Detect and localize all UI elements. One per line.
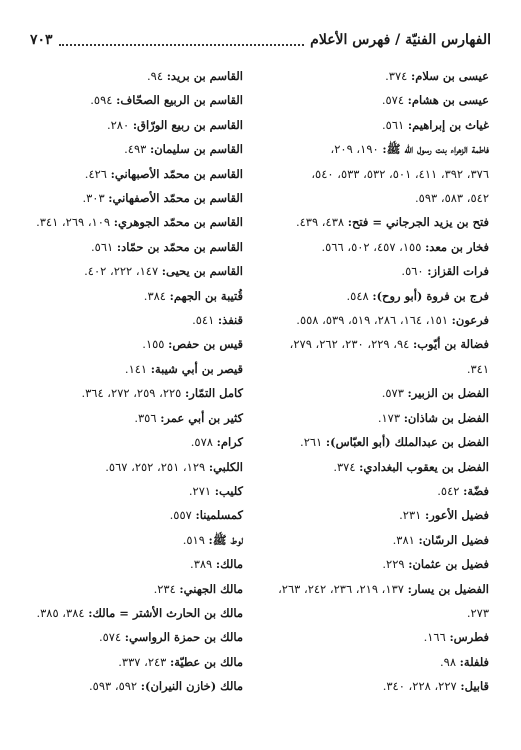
entry-pages: ٤٩٣. — [124, 142, 150, 157]
entry-name: فطرس: — [449, 630, 489, 645]
entry-pages: ٢٢٧، ٢٢٨، ٣٤٠. — [382, 679, 461, 694]
index-column-right — [259, 64, 489, 699]
index-entry — [259, 235, 489, 259]
index-entry — [259, 381, 489, 405]
index-entry — [259, 113, 489, 137]
entry-name: قيصر بن أبي شيبة: — [150, 361, 243, 376]
index-entry — [13, 503, 243, 527]
index-entry — [13, 88, 243, 112]
index-entry — [13, 332, 243, 356]
entry-name: مالك: — [215, 557, 243, 572]
entry-pages: ٥٥٧. — [169, 508, 196, 523]
entry-pages: ٣٥٦. — [134, 410, 161, 425]
index-entry — [13, 674, 243, 698]
index-entry — [259, 479, 489, 503]
entry-pages: ٢٧١. — [188, 483, 215, 498]
index-entry — [13, 381, 243, 405]
running-header — [30, 28, 491, 52]
entry-name: فضّة: — [463, 483, 489, 498]
entry-pages: ٢٢٥، ٢٥٩، ٢٧٢، ٣٦٤. — [81, 386, 186, 401]
entry-name: القاسم بن يحيى: — [161, 264, 243, 279]
entry-name: مالك (خازن النيران): — [140, 679, 243, 694]
entry-name: قيس بن حفص: — [168, 337, 243, 352]
entry-pages: ٣٧٦، ٣٩٢، ٤١١، ٥٠١، ٥٣٢، ٥٣٣، ٥٤٠، — [311, 166, 489, 181]
entry-pages: ١٠٩، ٢٦٩، ٣٤١. — [36, 215, 114, 230]
entry-name: قُتيبة بن الجهم: — [169, 288, 243, 303]
entry-pages: ٣٤١. — [466, 361, 489, 376]
entry-pages: ١٢٩، ٢٥١، ٢٥٢، ٥٦٧. — [105, 459, 209, 474]
entry-pages: ٣٠٣. — [82, 191, 109, 206]
entry-pages: ١٦٦. — [423, 630, 450, 645]
entry-name: كرام: — [216, 435, 243, 450]
entry-pages: ٩٤، ٢٢٩، ٢٣٠، ٢٦٢، ٢٧٩، — [289, 337, 413, 352]
index-entry — [13, 528, 243, 552]
index-entry — [259, 430, 489, 454]
index-entry — [13, 308, 243, 332]
entry-pages: ٢٤٣، ٣٣٧. — [118, 654, 170, 669]
entry-name: لوط ﷺ: — [208, 532, 243, 547]
index-entry — [259, 503, 489, 527]
index-entry — [259, 625, 489, 649]
index-entry — [13, 430, 243, 454]
index-entry — [259, 284, 489, 308]
entry-pages: ٤٢٦. — [84, 166, 111, 181]
index-entry — [259, 552, 489, 576]
entry-pages: ١٥٥، ٤٥٧، ٥٠٢، ٥٦٦. — [321, 239, 426, 254]
entry-pages: ٥٩٢، ٥٩٣. — [89, 679, 141, 694]
index-entry — [13, 210, 243, 234]
entry-pages: ٥٤٢. — [437, 483, 464, 498]
entry-name: فاطمة الزهراء بنت رسول الله ﷺ: — [382, 142, 489, 157]
entry-name: مالك بن عطيّة: — [170, 654, 243, 669]
header-title: الفهارس الفنيّة / فهرس الأعلام — [310, 32, 491, 48]
entry-name: القاسم بن محمّد الأصبهاني: — [110, 166, 243, 181]
index-entry — [13, 235, 243, 259]
entry-pages: ٥٧٣. — [381, 386, 408, 401]
entry-pages: ١٣٧، ٢١٩، ٢٣٦، ٢٤٢، ٢٦٣، — [278, 581, 408, 596]
entry-pages: ٥٦١. — [382, 117, 408, 132]
entry-name: فخار بن معد: — [425, 239, 489, 254]
entry-pages: ٥٤٨. — [346, 288, 373, 303]
index-entry — [259, 186, 489, 210]
header-dot-leader — [59, 34, 305, 46]
entry-pages: ٥٦١. — [91, 239, 117, 254]
index-entry — [259, 162, 489, 186]
entry-pages: ٥٩٤. — [90, 93, 117, 108]
index-entry — [259, 455, 489, 479]
entry-name: القاسم بن محمّد الجوهري: — [113, 215, 243, 230]
entry-name: الكلبي: — [208, 459, 243, 474]
index-entry — [13, 625, 243, 649]
entry-pages: ١٤٧، ٢٢٢، ٤٠٢. — [84, 264, 162, 279]
entry-name: غياث بن إبراهيم: — [407, 117, 489, 132]
index-entry — [13, 601, 243, 625]
entry-pages: ٤٣٨، ٤٣٩. — [295, 215, 348, 230]
entry-name: القاسم بن ربيع الورّاق: — [132, 117, 243, 132]
index-entry — [259, 332, 489, 356]
entry-pages: ٥١٩. — [182, 532, 209, 547]
entry-name: الفضل بن يعقوب البغدادي: — [359, 459, 489, 474]
entry-pages: ١٥١، ١٦٤، ٢٨٦، ٥١٩، ٥٣٩، ٥٥٨. — [296, 313, 452, 328]
index-entry — [259, 650, 489, 674]
page-number: ٧٠٣ — [30, 32, 53, 48]
entry-pages: ٣٨٩. — [190, 557, 216, 572]
index-entry — [259, 308, 489, 332]
index-entry — [13, 162, 243, 186]
index-entry — [259, 406, 489, 430]
entry-name: فضيل بن عثمان: — [408, 557, 489, 572]
entry-name: مالك بن الحارث الأشتر = مالك: — [88, 605, 243, 620]
entry-pages: ٥٦٠. — [401, 264, 428, 279]
index-entry — [259, 210, 489, 234]
entry-pages: ٩٨. — [439, 654, 460, 669]
entry-pages: ١٩٠، ٢٠٩، — [330, 142, 383, 157]
entry-pages: ٢٣١. — [399, 508, 425, 523]
entry-name: عيسى بن هشام: — [407, 93, 489, 108]
entry-pages: ٢٨٠. — [106, 117, 133, 132]
entry-pages: ٥٧٤. — [98, 630, 125, 645]
entry-pages: ٣٧٤. — [333, 459, 360, 474]
entry-name: مالك بن حمزة الرواسي: — [124, 630, 243, 645]
index-entry — [13, 577, 243, 601]
entry-pages: ١٧٣. — [377, 410, 404, 425]
index-entry — [259, 259, 489, 283]
entry-pages: ٢٢٩. — [382, 557, 409, 572]
entry-name: كليب: — [214, 483, 243, 498]
entry-name: فضيل الأعور: — [424, 508, 489, 523]
index-entry — [13, 284, 243, 308]
entry-name: فلفلة: — [459, 654, 489, 669]
entry-name: فرات القزاز: — [427, 264, 489, 279]
entry-name: عيسى بن سلام: — [410, 69, 489, 83]
entry-name: فضالة بن أيّوب: — [412, 337, 489, 352]
entry-pages: ٢٣٤. — [153, 581, 180, 596]
entry-name: كامل التمّار: — [185, 386, 243, 401]
index-entry — [13, 186, 243, 210]
entry-name: القاسم بن محمّد بن حمّاد: — [116, 239, 243, 254]
entry-name: قابيل: — [460, 679, 489, 694]
index-entry — [13, 357, 243, 381]
index-entry — [13, 479, 243, 503]
index-column-left — [13, 64, 243, 699]
entry-name: فتح بن يزيد الجرجاني = فتح: — [347, 215, 489, 230]
entry-name: كثير بن أبي عمر: — [160, 410, 243, 425]
entry-name: فرج بن فروة (أبو روح): — [372, 288, 489, 303]
entry-pages: ٣٨١. — [392, 532, 419, 547]
index-entry — [259, 88, 489, 112]
entry-pages: ٥٤٢، ٥٨٣، ٥٩٣. — [415, 191, 489, 206]
index-entry — [259, 357, 489, 381]
index-entry — [259, 674, 489, 698]
index-entry — [259, 528, 489, 552]
entry-pages: ٢٧٣. — [466, 605, 489, 620]
entry-name: القاسم بن سليمان: — [149, 142, 243, 157]
entry-pages: ٢٦١. — [300, 435, 326, 450]
entry-name: قنفذ: — [217, 313, 243, 328]
index-entry — [13, 64, 243, 88]
entry-name: فضيل الرسّان: — [418, 532, 489, 547]
index-entry — [13, 650, 243, 674]
index-entry — [259, 64, 489, 88]
index-entry — [13, 455, 243, 479]
entry-name: كمسلمينا: — [195, 508, 243, 523]
entry-pages: ٣٧٤. — [385, 69, 411, 83]
index-entry — [13, 137, 243, 161]
index-entry — [13, 113, 243, 137]
index-entry — [259, 601, 489, 625]
index-entry — [13, 259, 243, 283]
entry-pages: ٥٧٤. — [381, 93, 408, 108]
entry-pages: ٥٧٨. — [190, 435, 217, 450]
entry-name: فرعون: — [451, 313, 489, 328]
entry-name: مالك الجهني: — [179, 581, 243, 596]
entry-name: القاسم بن الربيع الصحّاف: — [116, 93, 243, 108]
entry-name: الفضل بن شاذان: — [403, 410, 489, 425]
index-entry — [13, 406, 243, 430]
entry-name: الفضيل بن يسار: — [407, 581, 489, 596]
entry-name: الفضل بن الزبير: — [407, 386, 489, 401]
index-entry — [13, 552, 243, 576]
entry-pages: ٣٨٤، ٣٨٥. — [36, 605, 89, 620]
entry-name: الفضل بن عبدالملك (أبو العبّاس): — [325, 435, 489, 450]
entry-pages: ٣٨٤. — [143, 288, 170, 303]
entry-name: القاسم بن محمّد الأصفهاني: — [108, 191, 243, 206]
entry-pages: ٥٤١. — [192, 313, 218, 328]
entry-pages: ١٥٥. — [142, 337, 169, 352]
entry-pages: ١٤١. — [124, 361, 151, 376]
index-entry — [259, 577, 489, 601]
index-entry — [259, 137, 489, 161]
entry-pages: ٩٤. — [147, 69, 167, 83]
entry-name: القاسم بن بريد: — [166, 69, 243, 83]
